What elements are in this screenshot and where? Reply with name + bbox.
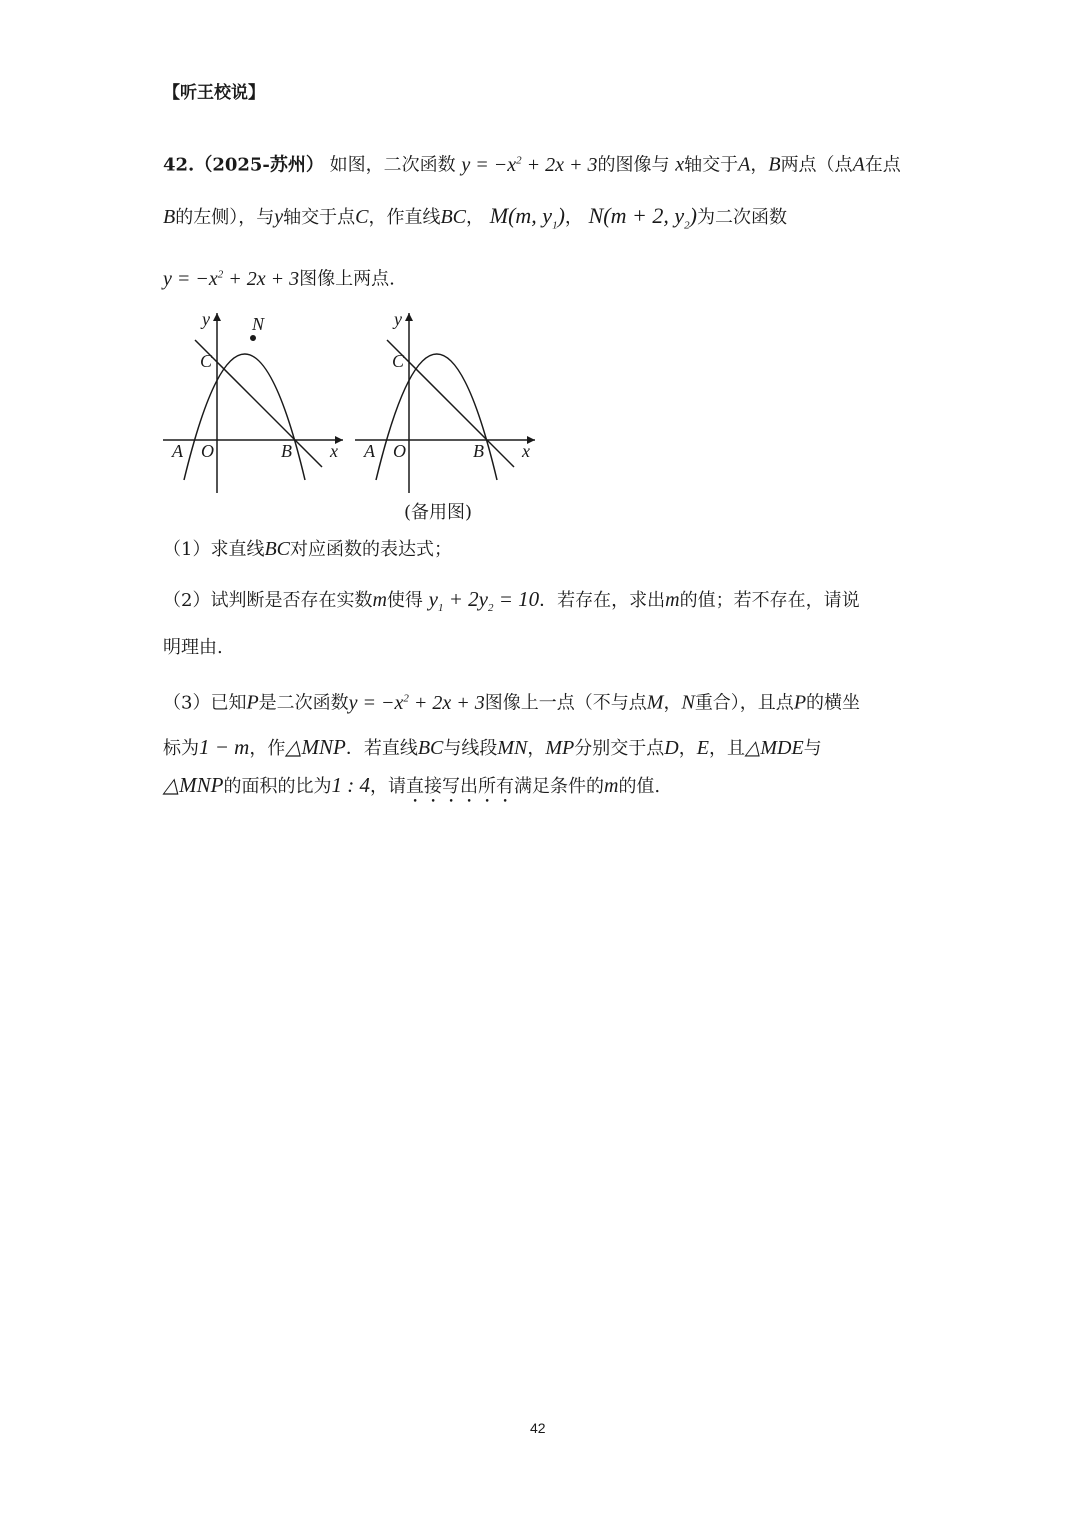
emphasized-text: 直接写出所有 <box>405 776 514 797</box>
text: 分别交于点 <box>574 738 665 759</box>
figure-caption: (备用图) <box>404 502 473 523</box>
text: 的左侧），与 <box>175 207 275 228</box>
text: ．若直线 <box>345 738 418 759</box>
text: 轴交于 <box>684 154 739 176</box>
question-2: （2）试判断是否存在实数m使得 $y_1 + 2y_2 = 10$．若存在，求出m的值；若不存在，请说 <box>163 587 860 615</box>
point-n <box>250 335 256 341</box>
label-c-2: C <box>392 351 405 371</box>
text: ，作直线 <box>368 207 441 228</box>
text: 两点（点 <box>780 154 853 176</box>
problem-number: 42. <box>163 154 195 176</box>
question-3: （3）已知P是二次函数$y = -x^2 + 2x + 3$图像上一点（不与点M，N重合），且点P的横坐 <box>163 691 861 714</box>
text: 与线段 <box>443 738 498 759</box>
text: 的值. <box>618 776 661 797</box>
text: 使得 <box>386 590 423 611</box>
figure-main <box>163 309 343 493</box>
figure-backup <box>355 309 535 493</box>
problem-source: （2025-苏州） <box>194 154 324 176</box>
label-a: A <box>172 441 183 461</box>
label-y: y <box>202 309 210 329</box>
label-o-2: O <box>393 441 406 461</box>
question-3-line-2: 标为1 − m，作△MNP．若直线BC与线段MN，MP分别交于点D，E，且△MDE与 <box>163 735 822 759</box>
question-2-line-2: 明理由. <box>163 637 223 658</box>
problem-line-1: 42.（2025-苏州） 如图，二次函数 $y = -x^2 + 2x + 3$的图像与 x轴交于A，B两点（点A在点 <box>163 153 901 176</box>
text: 的图像与 <box>597 154 670 176</box>
problem-line-2: B的左侧），与y轴交于点C，作直线BC， M(m, $y_1$)， N(m + 2, $y_2$)为二次函数 <box>163 203 787 232</box>
label-x: x <box>330 441 338 461</box>
label-y-2: y <box>394 309 402 329</box>
text: 为二次函数 <box>696 207 787 228</box>
text: 与 <box>803 738 822 759</box>
header-tag: 【听王校说】 <box>163 83 265 103</box>
text: ，作 <box>249 738 286 759</box>
text: ，且 <box>708 738 745 759</box>
text: 的面积的比为 <box>223 776 332 797</box>
text: ．若存在，求出 <box>539 590 666 611</box>
problem-line-3: $y = -x^2 + 2x + 3$图像上两点. <box>163 267 395 290</box>
label-x-2: x <box>522 441 530 461</box>
text: （2）试判断是否存在实数 <box>163 590 373 611</box>
formula: $y = -x^2 + 2x + 3$ <box>461 153 598 176</box>
label-n: N <box>252 314 265 334</box>
text: 在点 <box>864 154 901 176</box>
label-b-2: B <box>473 441 484 461</box>
text: （1）求直线 <box>163 539 265 560</box>
text: 轴交于点 <box>283 207 356 228</box>
label-o: O <box>201 441 214 461</box>
label-c: C <box>200 351 213 371</box>
page-number: 42 <box>530 1420 546 1436</box>
text: 图像上一点（不与点 <box>484 692 647 714</box>
text: 的值；若不存在，请说 <box>679 590 860 611</box>
question-3-line-3: △MNP的面积的比为1 : 4，请直接写出所有满足条件的m的值. <box>163 773 661 797</box>
parabola-figures <box>160 305 540 535</box>
label-a-2: A <box>364 441 375 461</box>
text: 的横坐 <box>806 692 861 714</box>
text: 标为 <box>163 738 199 759</box>
text: 是二次函数 <box>258 692 349 714</box>
text: 如图，二次函数 <box>329 154 456 176</box>
question-1: （1）求直线BC对应函数的表达式； <box>163 538 453 560</box>
text: ，请 <box>369 776 406 797</box>
text: 满足条件的 <box>513 776 604 797</box>
label-b: B <box>281 441 292 461</box>
text: （3）已知 <box>163 692 247 714</box>
text: 图像上两点. <box>299 268 395 290</box>
text: 对应函数的表达式； <box>290 539 453 560</box>
text: 重合），且点 <box>694 692 794 714</box>
